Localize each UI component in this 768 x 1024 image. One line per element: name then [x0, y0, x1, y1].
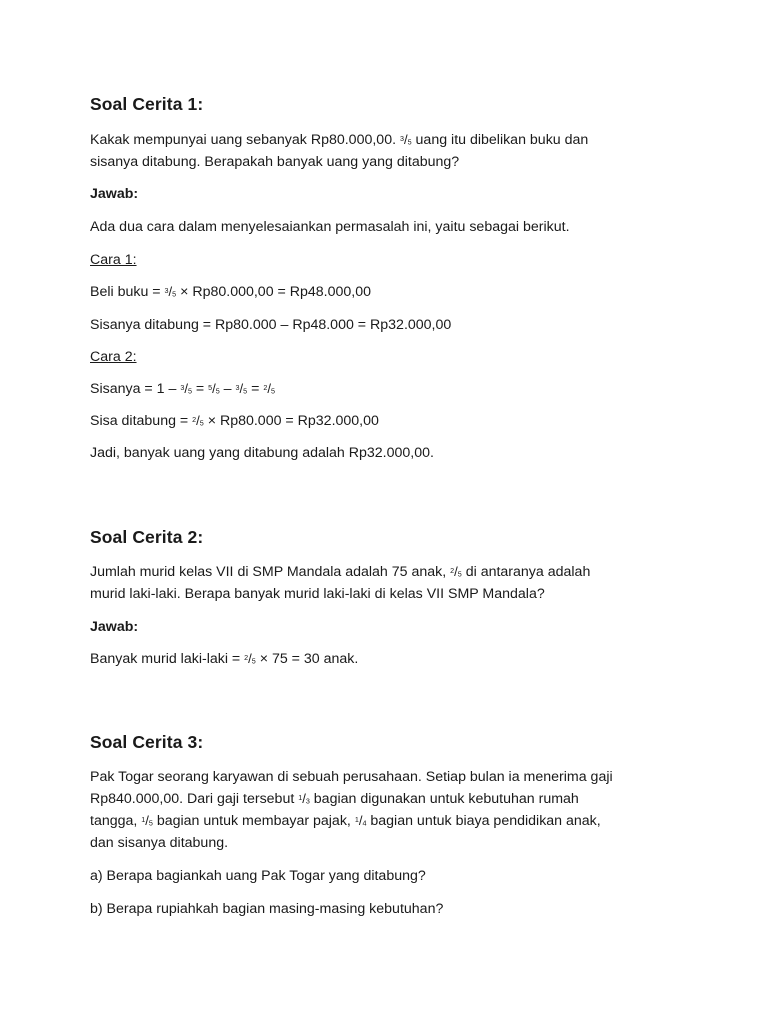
fraction-denominator: 5 [148, 819, 153, 828]
cara-1-line-2: Sisanya ditabung = Rp80.000 – Rp48.000 = Rp32.000,00 [90, 317, 452, 333]
text-segment: Sisanya = 1 – [90, 381, 181, 397]
soal-2-answer-label: Jawab: [90, 619, 139, 635]
text-segment: × 75 = 30 anak. [255, 651, 359, 667]
fraction-denominator: 5 [270, 387, 275, 396]
cara-2-label: Cara 2: [90, 349, 137, 365]
fraction-five-fifths: $^5/_5$ [208, 381, 220, 396]
text-segment: bagian untuk biaya pendidikan anak, [366, 813, 601, 829]
fraction-denominator: 5 [251, 657, 256, 666]
fraction-numerator: 1 [298, 793, 303, 802]
fraction-numerator: 1 [141, 815, 146, 824]
text-segment: tangga, [90, 813, 142, 829]
soal-2-heading: Soal Cerita 2: [90, 527, 204, 547]
fraction-one-fifth: $^1/_5$ [141, 813, 153, 828]
fraction-three-fifths: $^3/_5$ [180, 381, 192, 396]
text-segment: = [191, 381, 209, 397]
soal-2-question-line-2: murid laki-laki. Berapa banyak murid laki-laki di kelas VII SMP Mandala? [90, 586, 545, 602]
fraction-numerator: 5 [208, 383, 213, 392]
soal-3-question-a: a) Berapa bagiankah uang Pak Togar yang ditabung? [90, 868, 426, 884]
fraction-two-fifths: $^2/_5$ [263, 381, 275, 396]
fraction-numerator: 2 [450, 566, 455, 575]
fraction-three-fifths: $^3/_5$ [399, 132, 412, 147]
soal-1-question-line-1 [90, 129, 588, 151]
document-page [90, 0, 710, 1024]
cara-2-line-1 [90, 378, 275, 400]
soal-1-answer-label: Jawab: [90, 186, 139, 202]
fraction-numerator: 2 [263, 383, 268, 392]
fraction-denominator: 5 [407, 138, 412, 147]
text-segment: bagian untuk membayar pajak, [152, 813, 355, 829]
cara-1-line-1 [90, 281, 371, 303]
text-segment: Jumlah murid kelas VII di SMP Mandala adalah 75 anak, [90, 564, 451, 580]
fraction-one-quarter: $^1/_4$ [354, 813, 367, 828]
fraction-one-third: $^1/_3$ [298, 791, 310, 806]
fraction-three-fifths: $^3/_5$ [235, 381, 248, 396]
text-segment: Sisa ditabung = [90, 413, 193, 429]
soal-1-intro: Ada dua cara dalam menyelesaiankan permasalah ini, yaitu sebagai berikut. [90, 219, 570, 235]
text-segment: × Rp80.000 = Rp32.000,00 [203, 413, 379, 429]
fraction-numerator: 1 [354, 815, 359, 824]
text-segment: – [219, 381, 236, 397]
fraction-denominator: 5 [172, 290, 177, 299]
text-segment: uang itu dibelikan buku dan [411, 132, 589, 148]
soal-3-line-4: dan sisanya ditabung. [90, 835, 229, 851]
fraction-two-fifths: $^2/_5$ [192, 413, 204, 428]
fraction-numerator: 2 [244, 653, 249, 662]
cara-1-label: Cara 1: [90, 252, 137, 268]
fraction-denominator: 3 [305, 797, 310, 806]
fraction-numerator: 3 [235, 383, 240, 392]
fraction-numerator: 2 [192, 415, 197, 424]
fraction-denominator: 5 [215, 387, 220, 396]
text-segment: Kakak mempunyai uang sebanyak Rp80.000,00. [90, 132, 400, 148]
text-segment: Banyak murid laki-laki = [90, 651, 245, 667]
soal-3-line-3 [90, 810, 601, 832]
fraction-two-fifths: $^2/_5$ [450, 564, 462, 579]
text-segment: Rp840.000,00. Dari gaji tersebut [90, 791, 299, 807]
soal-2-answer [90, 648, 358, 670]
text-segment: di antaranya adalah [461, 564, 591, 580]
fraction-denominator: 5 [243, 387, 248, 396]
fraction-three-fifths: $^3/_5$ [164, 284, 177, 299]
text-segment: = [247, 381, 264, 397]
soal-3-heading: Soal Cerita 3: [90, 732, 204, 752]
cara-2-line-2 [90, 410, 379, 432]
soal-1-heading: Soal Cerita 1: [90, 94, 204, 114]
soal-3-line-1: Pak Togar seorang karyawan di sebuah perusahaan. Setiap bulan ia menerima gaji [90, 769, 613, 785]
soal-3-line-2 [90, 788, 579, 810]
text-segment: Beli buku = [90, 284, 165, 300]
soal-1-question-line-2: sisanya ditabung. Berapakah banyak uang yang ditabung? [90, 154, 460, 170]
fraction-denominator: 5 [199, 419, 204, 428]
text-segment: × Rp80.000,00 = Rp48.000,00 [176, 284, 372, 300]
soal-2-question-line-1 [90, 561, 590, 583]
fraction-denominator: 5 [457, 570, 462, 579]
soal-1-conclusion: Jadi, banyak uang yang ditabung adalah Rp32.000,00. [90, 445, 434, 461]
fraction-two-fifths: $^2/_5$ [244, 651, 256, 666]
text-segment: bagian digunakan untuk kebutuhan rumah [309, 791, 579, 807]
fraction-numerator: 3 [164, 286, 169, 295]
fraction-numerator: 3 [180, 383, 185, 392]
fraction-denominator: 4 [362, 819, 367, 828]
soal-3-question-b: b) Berapa rupiahkah bagian masing-masing kebutuhan? [90, 901, 444, 917]
fraction-numerator: 3 [399, 134, 404, 143]
fraction-denominator: 5 [187, 387, 192, 396]
